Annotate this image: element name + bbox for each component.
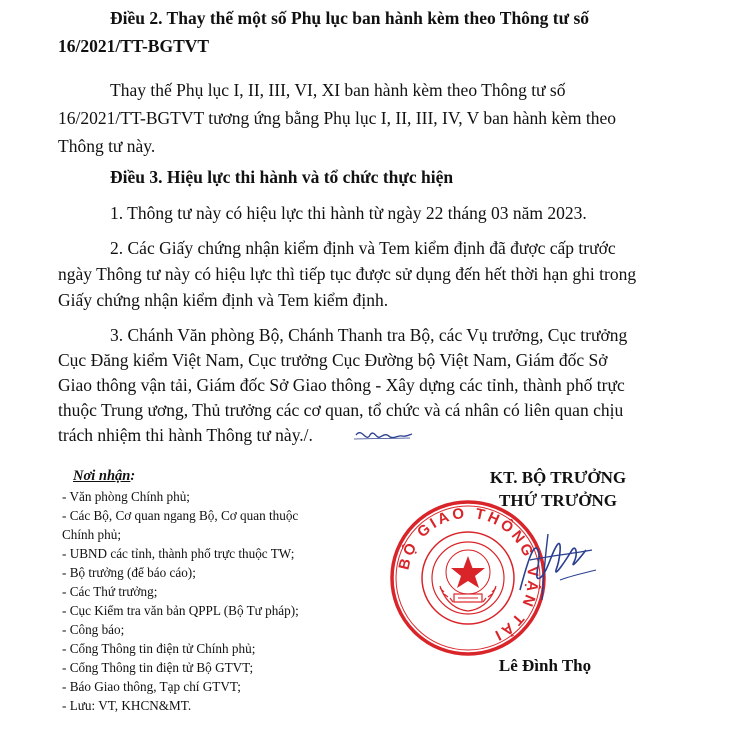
recipient-item: - Cổng Thông tin điện tử Chính phủ; xyxy=(62,641,256,656)
signer-title-line1: KT. BỘ TRƯỞNG xyxy=(489,468,627,487)
article3-paragraph3-line2: Cục Đăng kiểm Việt Nam, Cục trưởng Cục Đường bộ Việt Nam, Giám đốc Sở xyxy=(58,350,608,370)
article2-heading-line1 xyxy=(110,6,718,30)
article3-paragraph3-line3: Giao thông vận tải, Giám đốc Sở Giao thông - Xây dựng các tỉnh, thành phố trực xyxy=(58,375,625,395)
recipient-item: - Bộ trưởng (để báo cáo); xyxy=(62,565,196,580)
recipient-item: Chính phủ; xyxy=(62,527,121,542)
recipients-title-colon: : xyxy=(130,468,136,484)
article2-body-line3: Thông tư này. xyxy=(58,136,156,156)
recipient-item: - Công báo; xyxy=(62,622,125,637)
article3-paragraph3-line4: thuộc Trung ương, Thủ trưởng các cơ quan, tổ chức và cá nhân có liên quan chịu xyxy=(58,400,624,420)
seal-ring-text: BỘ GIAO THÔNG VẬN TẢI xyxy=(395,504,542,645)
handwritten-initials xyxy=(352,425,414,447)
recipient-item: - Lưu: VT, KHCN&MT. xyxy=(62,698,192,713)
article3-paragraph3-line1: 3. Chánh Văn phòng Bộ, Chánh Thanh tra Bộ, các Vụ trưởng, Cục trưởng xyxy=(110,325,628,345)
recipient-item: - Văn phòng Chính phủ; xyxy=(62,489,190,504)
handwritten-signature xyxy=(500,520,610,610)
article3-paragraph1: 1. Thông tư này có hiệu lực thi hành từ ngày 22 tháng 03 năm 2023. xyxy=(110,203,587,223)
article3-heading: Điều 3. Hiệu lực thi hành và tổ chức thực hiện xyxy=(110,167,454,187)
article2-body-line1: Thay thế Phụ lục I, II, III, VI, XI ban hành kèm theo Thông tư số xyxy=(110,80,566,100)
signer-title-line2: THỨ TRƯỞNG xyxy=(499,491,617,510)
recipient-item: - Cổng Thông tin điện tử Bộ GTVT; xyxy=(62,660,254,675)
article2-heading-text: Điều 2. Thay thế một số Phụ lục ban hành kèm theo Thông tư số xyxy=(110,8,590,28)
recipient-item: - Các Thứ trưởng; xyxy=(62,584,158,599)
recipient-item: - Các Bộ, Cơ quan ngang Bộ, Cơ quan thuộc xyxy=(62,508,299,523)
article3-paragraph2-line3: Giấy chứng nhận kiểm định và Tem kiểm định. xyxy=(58,290,389,310)
article2-body-line2: 16/2021/TT-BGTVT tương ứng bằng Phụ lục I, II, III, IV, V ban hành kèm theo xyxy=(58,108,617,128)
recipient-item: - Cục Kiểm tra văn bản QPPL (Bộ Tư pháp); xyxy=(62,603,299,618)
article3-paragraph2-line1: 2. Các Giấy chứng nhận kiểm định và Tem kiểm định đã được cấp trước xyxy=(110,238,616,258)
article3-paragraph2-line2: ngày Thông tư này có hiệu lực thì tiếp tục được sử dụng đến hết thời hạn ghi trong xyxy=(58,264,637,284)
article2-heading-line2: 16/2021/TT-BGTVT xyxy=(58,36,210,56)
recipient-item: - UBND các tỉnh, thành phố trực thuộc TW; xyxy=(62,546,295,561)
recipient-item: - Báo Giao thông, Tạp chí GTVT; xyxy=(62,679,241,694)
recipients-title xyxy=(73,467,135,485)
article3-paragraph3-line5: trách nhiệm thi hành Thông tư này./. xyxy=(58,425,313,445)
signer-name: Lê Đình Thọ xyxy=(498,656,592,675)
recipients-title-text: Nơi nhận xyxy=(73,468,131,484)
